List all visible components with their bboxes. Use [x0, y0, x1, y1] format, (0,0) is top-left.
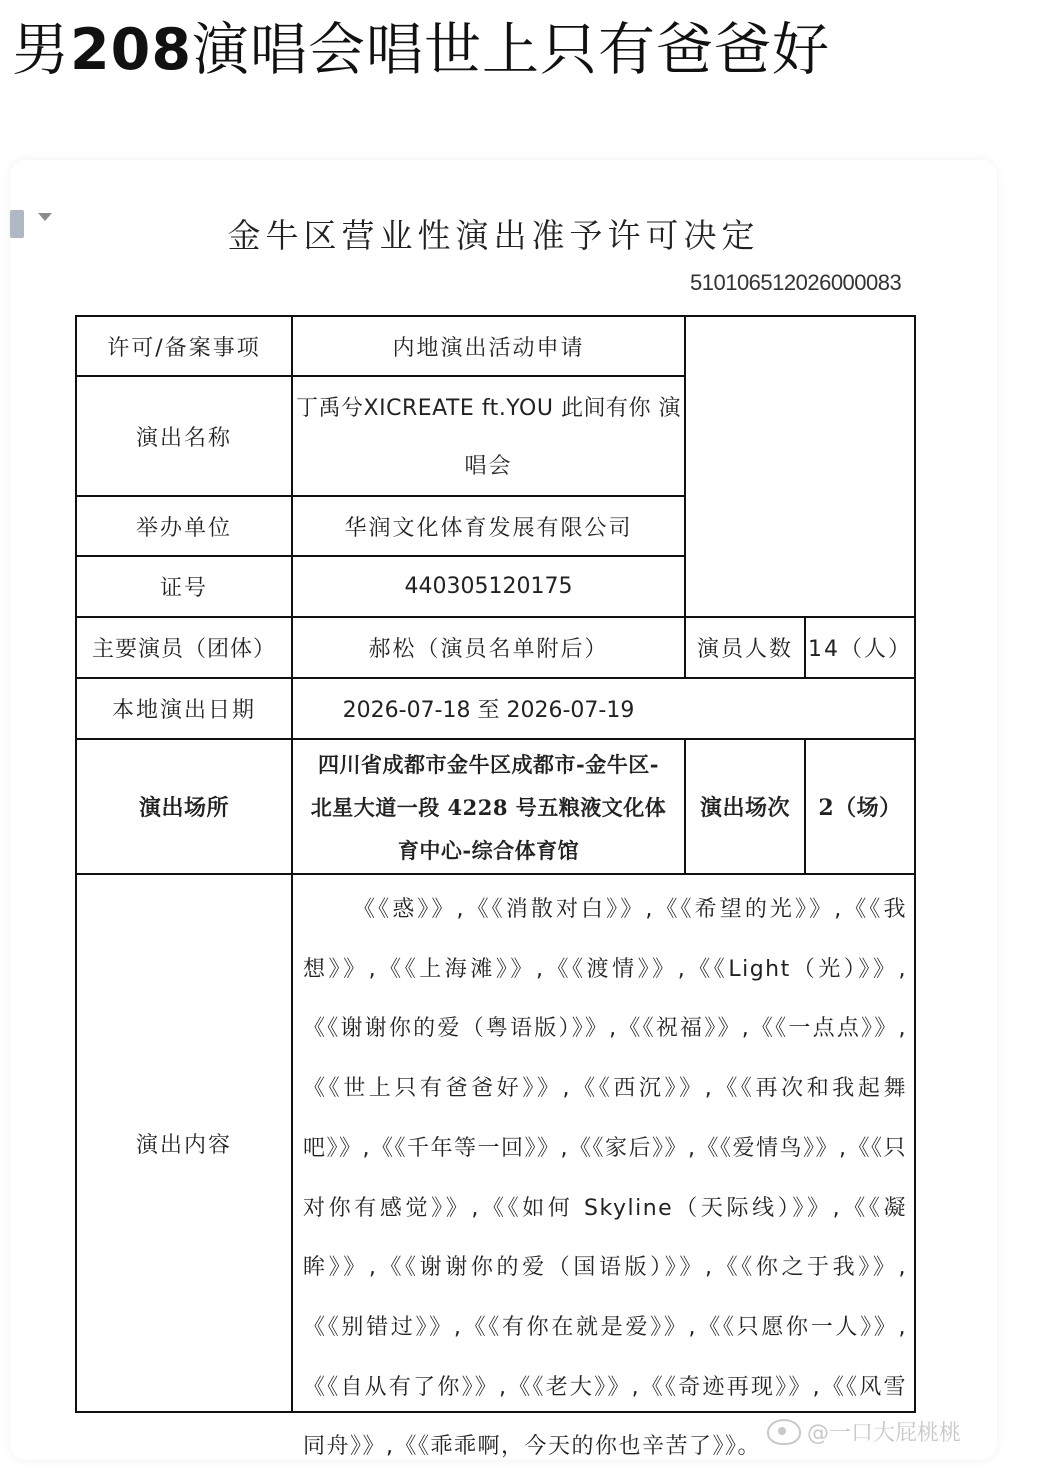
organizer-label: 举办单位	[135, 515, 232, 541]
setlist-text: 《《惑》》,《《消散对白》》,《《希望的光》》,《《我想》》,《《上海滩》》,《《渡情》》,《《Light（光）》》,《《谢谢你的爱（粤语版）》》,《《祝福》》,《《一点点》》,《《世上只有爸爸好》》,《《西沉》》,《《再次和我起舞吧》》,《《千年等一回》》,《《家后》》,《《爱情鸟》》,《《只对你有感觉》》,《《如何 Skyline（天际线）》》,《《凝眸》》,《《谢谢你的爱（国语版）》》,《《你之于我》》,《《别错过》》,《《有你在就是爱》》,《《只愿你一人》》,《《自从有了你》》,《《老大》》,《《奇迹再现》》,《《风雪同舟》》,《《乖乖啊，今天的你也辛苦了》》。	[303, 897, 907, 1460]
show-name-line-2: 唱会	[464, 453, 513, 479]
document-number: 510106512026000083	[690, 270, 902, 295]
headline-suffix: 演唱会唱世上只有爸爸好	[191, 17, 830, 83]
sessions-label: 演出场次	[699, 795, 790, 821]
organizer-value: 华润文化体育发展有限公司	[344, 515, 633, 541]
content-label: 演出内容	[135, 1132, 232, 1158]
sessions-value: 2（场）	[818, 795, 902, 821]
document-title: 金牛区营业性演出准予许可决定	[227, 216, 760, 255]
weibo-icon	[767, 1419, 801, 1445]
performers-value: 郝松（演员名单附后）	[368, 637, 609, 662]
venue-line-3: 育中心-综合体育馆	[397, 838, 580, 863]
post-headline	[12, 14, 830, 86]
weibo-watermark	[767, 1416, 961, 1447]
dates-label: 本地演出日期	[111, 698, 256, 723]
performers-label: 主要演员（团体）	[91, 637, 276, 662]
show-name-label: 演出名称	[135, 425, 232, 451]
permit-label: 许可/备案事项	[107, 335, 261, 361]
headline-prefix: 男	[12, 17, 70, 83]
dates-value: 2026-07-18 至 2026-07-19	[342, 698, 635, 723]
permit-value: 内地演出活动申请	[392, 335, 585, 361]
performer-count-label: 演员人数	[696, 637, 793, 662]
venue-label: 演出场所	[138, 795, 229, 821]
license-value: 440305120175	[404, 574, 573, 599]
license-label: 证号	[159, 576, 208, 601]
performer-count-value: 14（人）	[808, 637, 912, 662]
watermark-text: @一口大屁桃桃	[807, 1421, 962, 1446]
show-name-line-1: 丁禹兮XICREATE ft.YOU 此间有你 演	[296, 395, 681, 421]
venue-line-1: 四川省成都市金牛区成都市-金牛区-	[318, 752, 659, 777]
venue-line-2: 北星大道一段 4228 号五粮液文化体	[310, 795, 667, 820]
headline-number: 208	[70, 17, 192, 83]
